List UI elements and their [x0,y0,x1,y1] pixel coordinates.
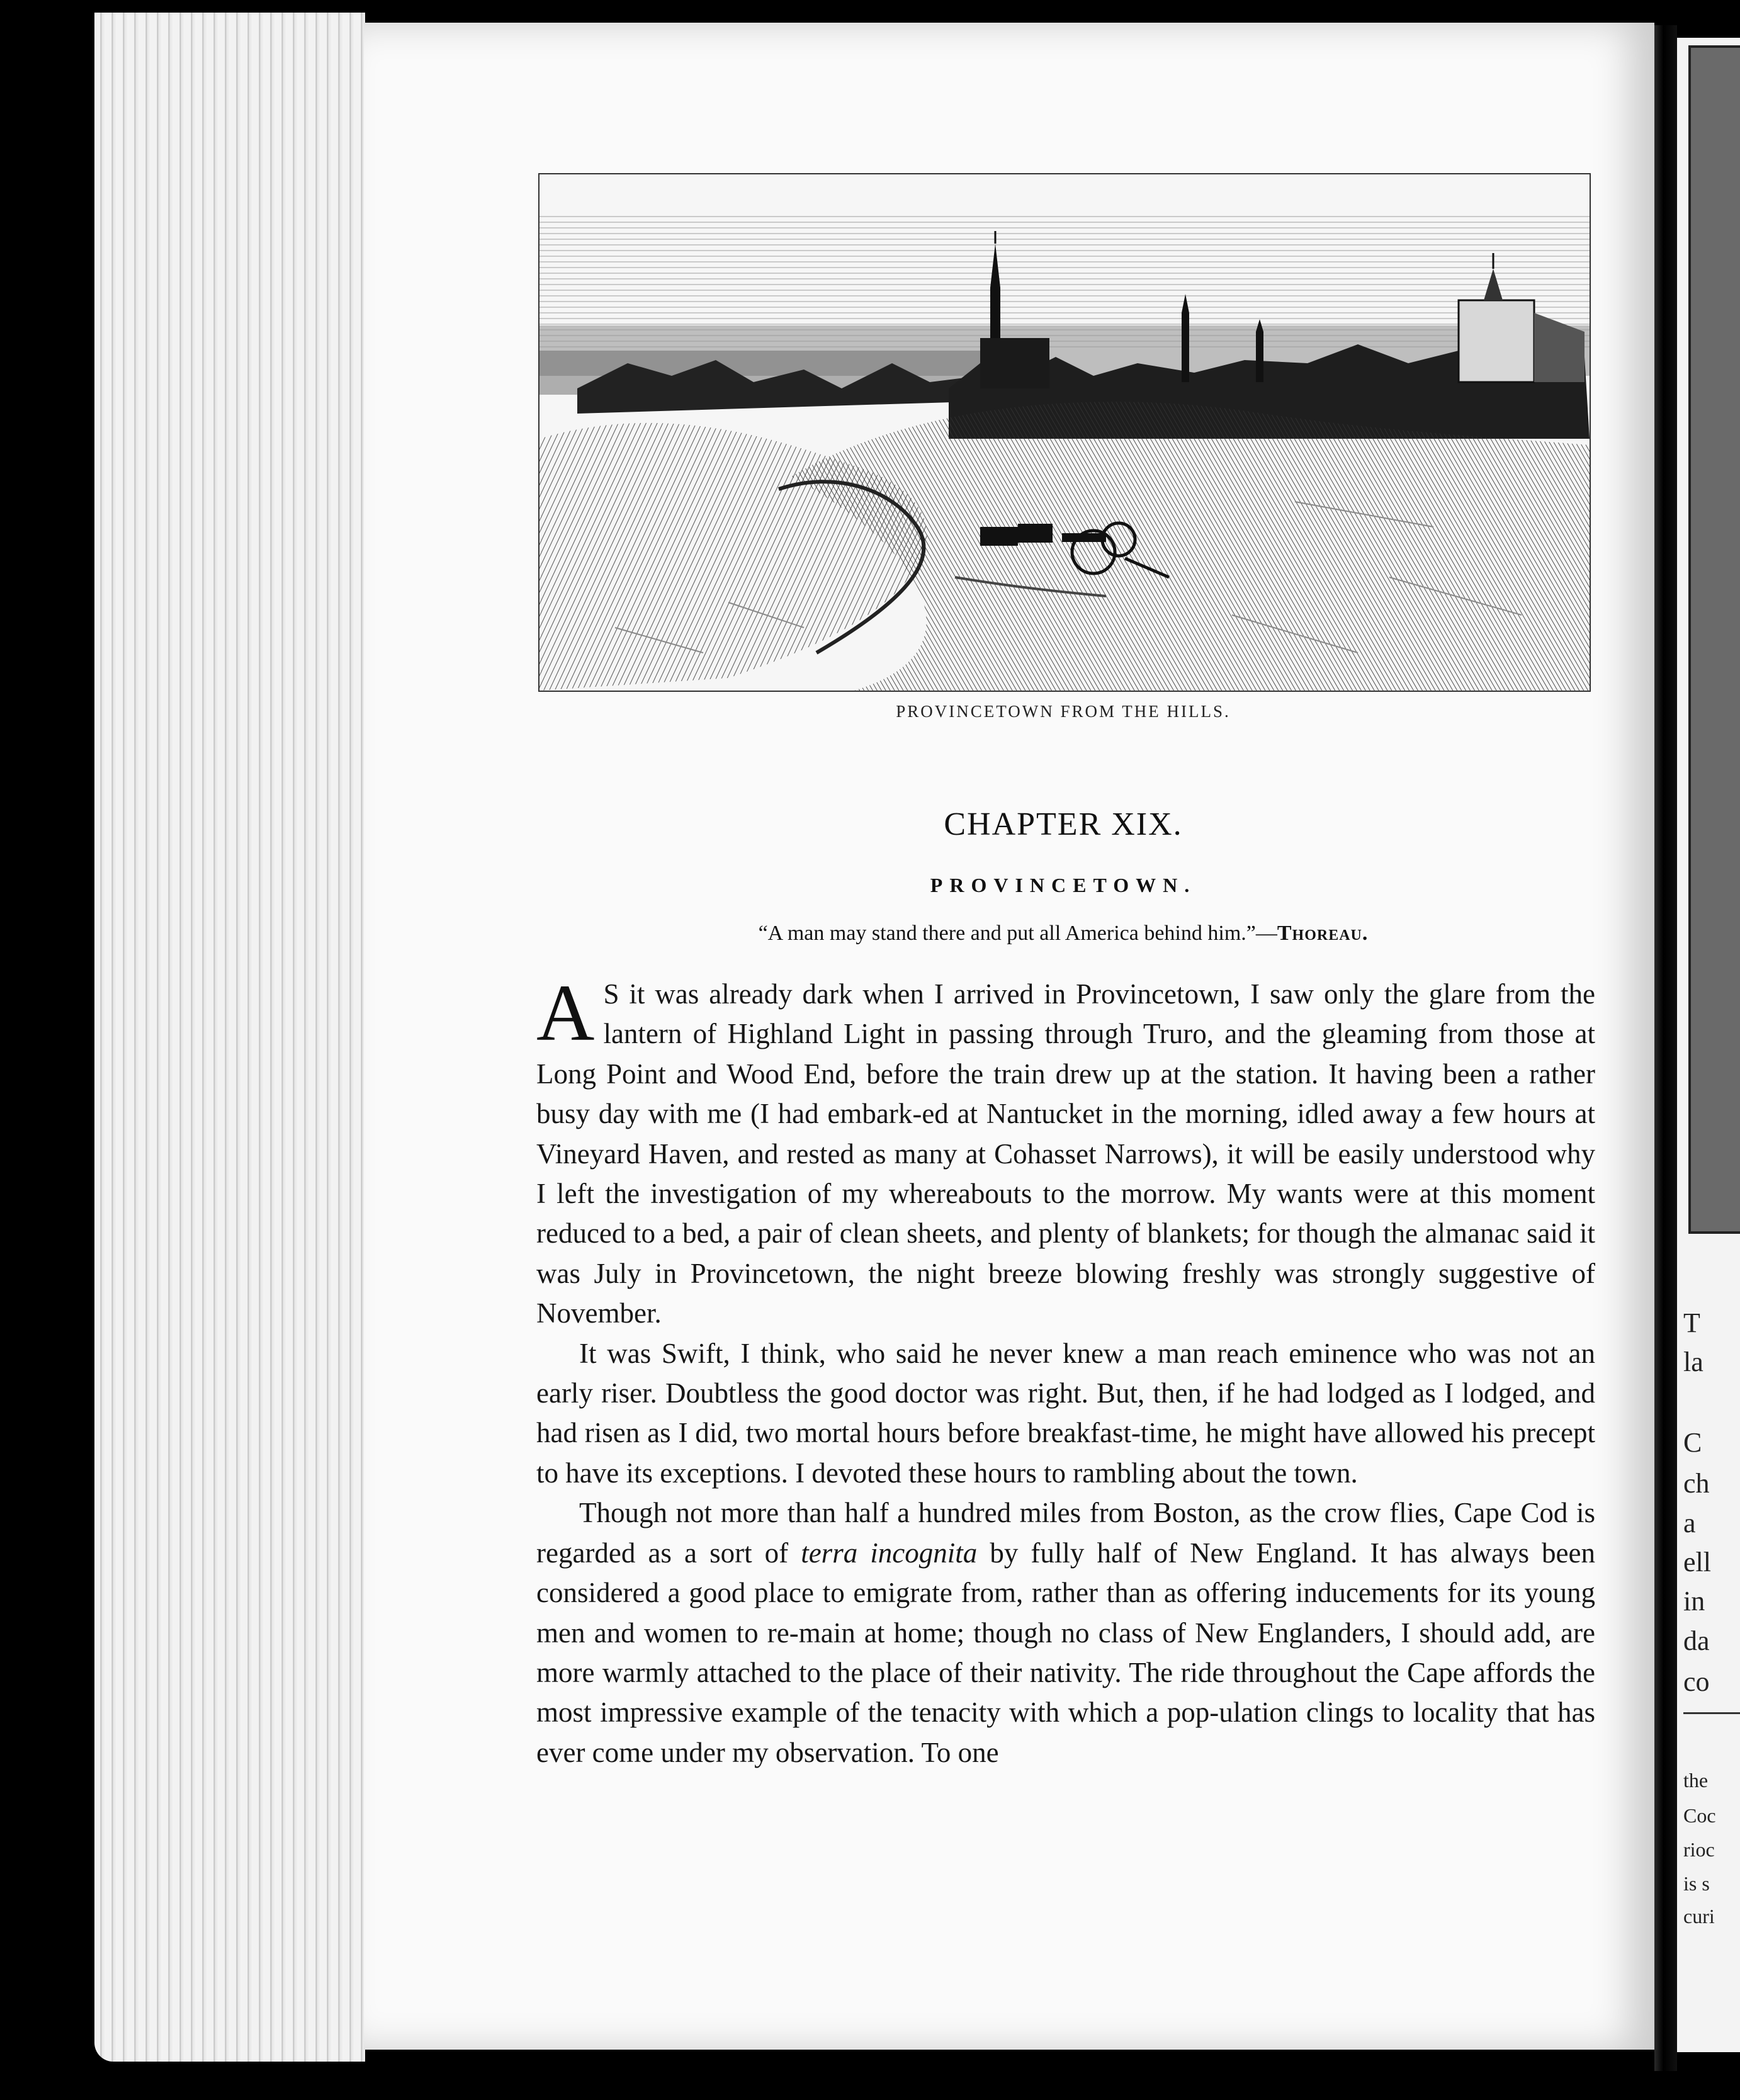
fragment-text: C [1683,1427,1702,1458]
fragment-text: co [1683,1666,1710,1697]
fragment-text: T [1683,1307,1700,1338]
paragraph-text: S it was already dark when I arrived in Provincetown, I saw only the glare from the lantern of Highland Light in passing through Truro, and the gleaming from those at Long Point and Wood End, before the train drew up at the station. It having been a rather busy day with me (I had embark-ed at Nantucket in the morning, idled away a few hours at Vineyard Haven, and rested as many at Cohasset Narrows), it will be easily understood why I left the investigation of my whereabouts to the morrow. My wants were at this moment reduced to a bed, a pair of clean sheets, and plenty of blankets; for though the almanac said it was July in Provincetown, the night breeze blowing freshly was strongly suggestive of November. [536,978,1595,1329]
chapter-title: CHAPTER XIX. [944,806,1183,842]
fragment-text: ell [1683,1547,1711,1578]
fragment-text: a [1683,1508,1696,1538]
fragment-text: da [1683,1625,1710,1656]
fragment-text: is s [1683,1872,1710,1895]
drop-cap: A [536,968,595,1058]
epigraph [538,922,1588,946]
provincetown-engraving-icon [540,174,1590,691]
book-page-edges [94,13,365,2062]
engraving-illustration [538,173,1591,692]
fragment-text: ch [1683,1468,1710,1499]
epigraph-quote: “A man may stand there and put all America behind him.”— [758,922,1277,945]
paragraph-text: by fully half of New England. It has always been considered a good place to emigrate from, rather than as offering inducements for its young men and women to re-main at home; though no class of New Englanders, I should add, are more warmly attached to the place of their nativity. The ride throughout the Cape affords the most impressive example of the tenacity with which a pop-ulation clings to locality that has ever come under my observation. To one [536,1537,1595,1768]
epigraph-author: Thoreau. [1277,922,1369,945]
paragraph [536,968,1595,1334]
fragment-text: curi [1683,1905,1715,1928]
fragment-text: the [1683,1769,1709,1792]
paragraph-text: Though not more than half a hundred miles from Boston, as the crow flies, Cape Cod is regarded as a sort of [536,1497,1595,1569]
fragment-text: Coc [1683,1804,1716,1827]
book-gutter [1654,25,1677,2071]
adjacent-page-fragment [1677,38,1740,2052]
italic-phrase: terra incognita [801,1537,978,1569]
paragraph: It was Swift, I think, who said he never knew a man reach eminence who was not an early riser. Doubtless the good doctor was right. But, then, if he had lodged as I lodged, and had risen as I did, two mortal hours before breakfast-time, he might have allowed his precept to have its exceptions. I devoted these hours to rambling about the town. [536,1337,1595,1489]
fragment-text: in [1683,1586,1705,1617]
fragment-text: rioc [1683,1838,1715,1861]
chapter-subtitle: PROVINCETOWN. [930,874,1197,896]
fragment-text: la [1683,1346,1703,1377]
body-text [536,968,1595,1773]
adjacent-page-illustration-edge [1688,45,1740,1234]
paragraph [536,1493,1595,1773]
illustration-caption: PROVINCETOWN FROM THE HILLS. [896,702,1231,721]
fragment-rule [1683,1712,1740,1714]
